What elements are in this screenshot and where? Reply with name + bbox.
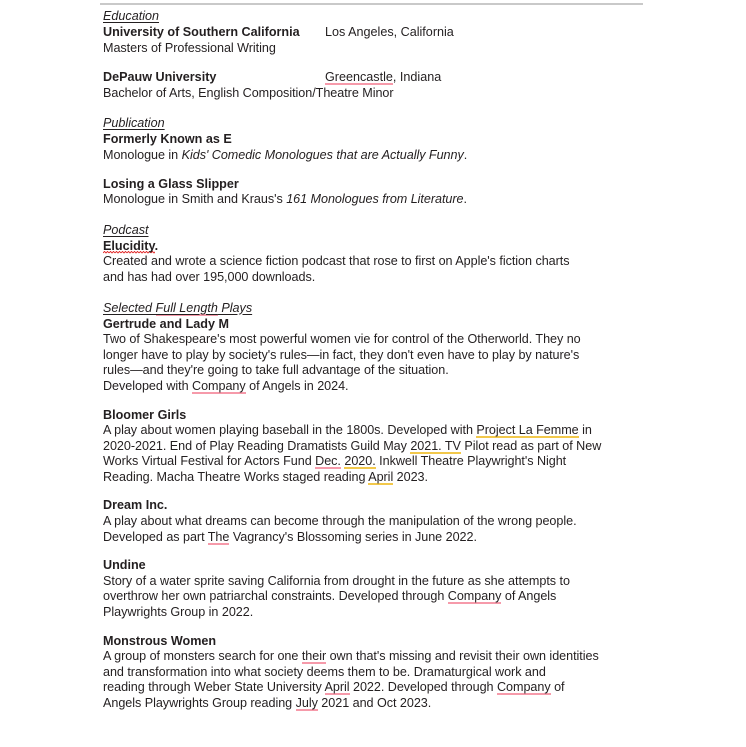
play-bloomer-line-2 (103, 439, 648, 455)
grammar-flag-the: The (207, 529, 230, 544)
play-gertrude-line-2: longer have to play by society's rules—in fact, they don't even have to play by nature's (103, 347, 580, 362)
education-entry-usc (103, 25, 648, 56)
publication-entry-losing-a-glass-slipper (103, 177, 648, 208)
play-bloomer-line-3 (103, 454, 648, 470)
play-monstrous-line-1-prefix: A group of monsters search for one (103, 649, 302, 664)
plays-heading-suffix: Plays (217, 300, 253, 315)
play-gertrude-line-3: rules—and they're going to take full advantage of the situation. (103, 363, 449, 378)
play-monstrous-line-3-suffix: of (550, 680, 565, 695)
publication-title-2: Losing a Glass Slipper (103, 176, 239, 191)
play-bloomer-line-4-suffix: 2023. (393, 469, 428, 484)
grammar-flag-april-2023: April (368, 469, 394, 484)
podcast-line-2: and has had over 195,000 downloads. (103, 269, 316, 284)
section-heading-education: Education (103, 9, 160, 23)
publication-line-1-suffix: . (463, 147, 468, 162)
play-bloomer-line-3-prefix: Works Virtual Festival for Actors Fund (103, 454, 316, 469)
spellcheck-flag-elucidity: Elucidity (103, 238, 155, 253)
document-body (103, 7, 648, 725)
education-depauw-org: DePauw University (103, 70, 217, 85)
education-depauw-location (325, 70, 441, 86)
grammar-flag-company-2: Company (447, 589, 502, 604)
play-undine-line-2 (103, 589, 648, 605)
play-bloomer-line-1-suffix: in (578, 423, 592, 438)
grammar-flag-company-1: Company (192, 378, 246, 393)
play-bloomer-line-1 (103, 423, 648, 439)
publication-line-2 (103, 192, 648, 208)
podcast-title-suffix: . (154, 238, 159, 253)
play-monstrous-line-3-prefix: reading through Weber State University (103, 680, 325, 695)
play-monstrous-line-4 (103, 696, 648, 712)
grammar-flag-full-length: Full Length (155, 300, 218, 315)
publication-line-2-suffix: . (463, 192, 467, 207)
play-gertrude-line-4-suffix: of Angels in 2024. (245, 378, 349, 393)
play-undine-line-3: Playwrights Group in 2022. (103, 605, 254, 620)
play-gertrude-line-1: Two of Shakespeare's most powerful women vie for control of the Otherworld. They no (103, 332, 581, 347)
play-bloomer-line-2-prefix: 2020-2021. End of Play Reading Dramatists Guild May (103, 438, 411, 453)
play-title-gertrude: Gertrude and Lady M (103, 316, 229, 331)
play-monstrous-line-2: and transformation into what society deems them to be. Dramaturgical work and (103, 664, 546, 679)
education-usc-location: Los Angeles, California (325, 25, 454, 39)
play-title-dream-inc: Dream Inc. (103, 498, 168, 513)
education-entry-usc-titlerow (103, 25, 648, 41)
education-usc-org: University of Southern California (103, 25, 300, 39)
play-undine-line-1: Story of a water sprite saving California from drought in the future as she attempts to (103, 573, 570, 588)
play-bloomer-line-2-suffix: Pilot read as part of New (460, 438, 602, 453)
spacer (103, 57, 648, 70)
play-entry-bloomer-girls (103, 408, 648, 486)
play-dream-line-1: A play about what dreams can become through the manipulation of the wrong people. (103, 514, 577, 529)
play-dream-line-2-prefix: Developed as part (103, 529, 208, 544)
grammar-flag-2020: 2020. (344, 454, 376, 469)
play-bloomer-line-4 (103, 470, 648, 486)
education-usc-detail: Masters of Professional Writing (103, 40, 276, 55)
publication-title-1: Formerly Known as E (103, 132, 232, 147)
play-monstrous-line-3-mid: 2022. Developed through (349, 680, 497, 695)
play-title-undine: Undine (103, 558, 146, 573)
play-undine-line-2-suffix: of Angels (501, 589, 557, 604)
grammar-flag-april: April (324, 680, 350, 695)
education-depauw-detail: Bachelor of Arts, English Composition/Theatre Minor (103, 85, 394, 100)
grammar-flag-2021-tv: 2021. TV (410, 438, 461, 453)
section-heading-plays (103, 301, 252, 317)
play-monstrous-line-1 (103, 649, 648, 665)
grammar-flag-project-la-femme: Project La Femme (476, 423, 579, 438)
publication-line-2-prefix: Monologue in Smith and Kraus's (103, 192, 287, 207)
grammar-flag-company-3: Company (496, 680, 551, 695)
grammar-flag-july: July (295, 696, 318, 710)
play-title-monstrous-women: Monstrous Women (103, 633, 217, 648)
play-entry-dream-inc (103, 498, 648, 545)
publication-line-1-prefix: Monologue in (103, 147, 182, 162)
play-gertrude-line-4 (103, 379, 648, 395)
grammar-flag-dec: Dec. (315, 454, 341, 469)
section-podcast (103, 221, 648, 286)
play-bloomer-line-4-prefix: Reading. Macha Theatre Works staged reading (103, 469, 369, 484)
publication-line-1 (103, 148, 648, 164)
play-entry-undine (103, 558, 648, 620)
grammar-flag-greencastle: Greencastle (325, 70, 393, 85)
plays-heading-prefix: Selected (103, 300, 156, 315)
section-publication (103, 114, 648, 207)
play-entry-monstrous-women (103, 634, 648, 712)
play-title-bloomer-girls: Bloomer Girls (103, 407, 187, 422)
play-entry-gertrude-and-lady-m (103, 317, 648, 395)
publication-entry-formerly-known-as-e (103, 132, 648, 163)
education-entry-depauw-titlerow (103, 70, 648, 86)
section-education (103, 7, 648, 101)
play-monstrous-line-1-suffix: own that's missing and revisit their own identities (326, 649, 599, 664)
podcast-title (103, 239, 648, 255)
play-monstrous-line-4-prefix: Angels Playwrights Group reading (103, 696, 296, 710)
play-undine-line-2-prefix: overthrow her own patriarchal constraints. Developed through (103, 589, 448, 604)
page-top-rule (100, 3, 643, 5)
play-dream-line-2 (103, 530, 648, 546)
education-depauw-location-rest: , Indiana (392, 70, 442, 85)
play-gertrude-line-4-prefix: Developed with (103, 378, 193, 393)
publication-line-2-italic: 161 Monologues from Literature (286, 192, 464, 207)
play-monstrous-line-4-suffix: 2021 and Oct 2023. (317, 696, 432, 710)
podcast-line-1: Created and wrote a science fiction podcast that rose to first on Apple's fiction charts (103, 254, 570, 269)
play-dream-line-2-suffix: Vagrancy's Blossoming series in June 2022. (229, 529, 477, 544)
section-heading-publication: Publication (103, 116, 165, 131)
grammar-flag-their: their (301, 649, 327, 664)
section-heading-podcast: Podcast (103, 222, 149, 237)
education-entry-depauw (103, 70, 648, 101)
play-bloomer-line-1-prefix: A play about women playing baseball in the 1800s. Developed with (103, 423, 477, 438)
section-plays (103, 299, 648, 712)
play-monstrous-line-3 (103, 680, 648, 696)
play-bloomer-line-3-suffix: Inkwell Theatre Playwright's Night (375, 454, 567, 469)
publication-line-1-italic: Kids' Comedic Monologues that are Actually Funny (181, 147, 464, 162)
